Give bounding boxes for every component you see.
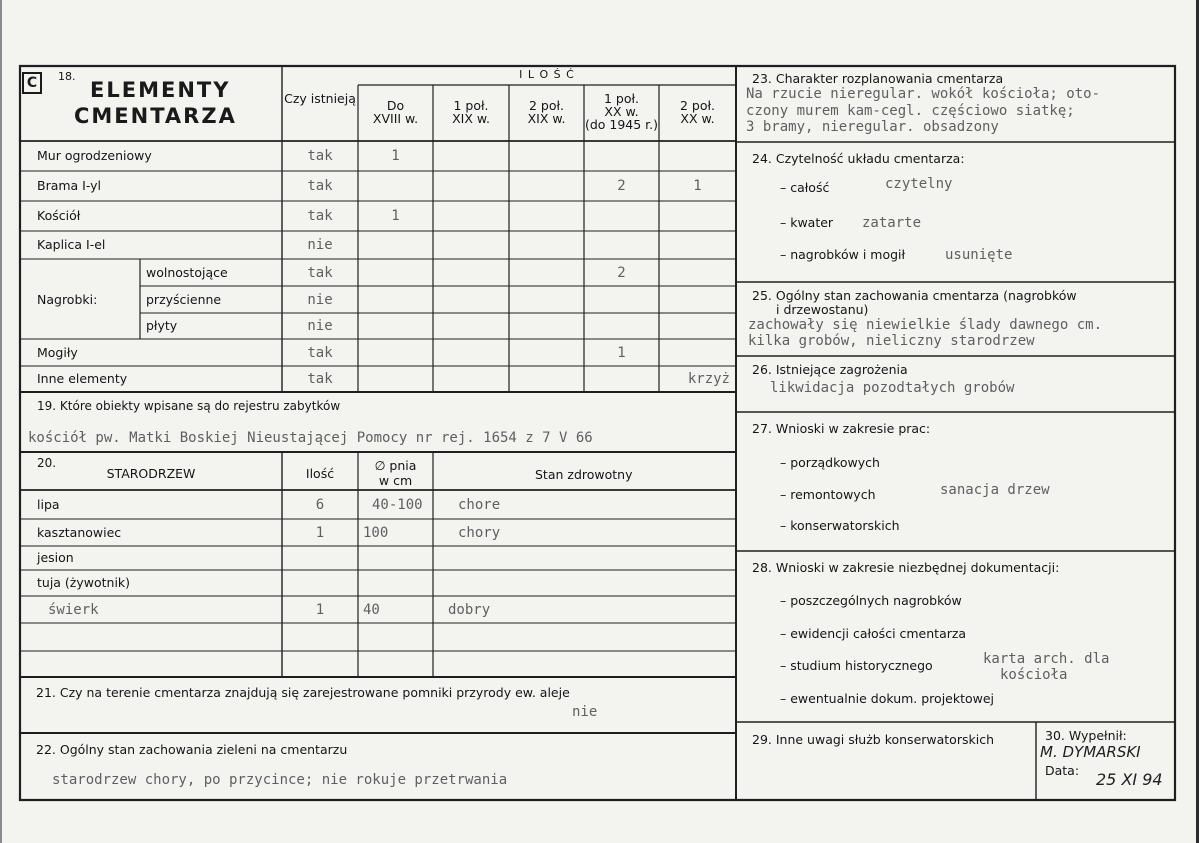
s24-item-label-3: – nagrobków i mogił xyxy=(780,247,906,262)
tree-health-2: chory xyxy=(458,525,501,541)
s24-label: 24. Czytelność układu cmentarza: xyxy=(752,151,965,166)
s18-title-line1: ELEMENTY xyxy=(90,78,231,102)
s30-label: 30. Wypełnił: xyxy=(1045,728,1127,743)
tree-diam-1: 40-100 xyxy=(372,497,423,513)
tree-qty-1: 6 xyxy=(315,497,325,513)
period-header-4-line1: 1 poł. xyxy=(603,91,640,106)
element-qty-2-5: 1 xyxy=(693,178,702,194)
s20-health-header: Stan zdrowotny xyxy=(535,467,633,482)
element-label-8: Mogiły xyxy=(37,345,78,360)
period-header-2-line1: 1 poł. xyxy=(453,98,489,113)
element-qty-1-1: 1 xyxy=(391,148,400,164)
element-exists-7: nie xyxy=(307,318,333,334)
s28-item-label-1: – poszczególnych nagrobków xyxy=(780,593,962,608)
element-exists-2: tak xyxy=(307,178,333,194)
s18-title-line2: CMENTARZA xyxy=(74,104,237,128)
period-header-5-line2: XX w. xyxy=(680,111,715,126)
s27-item-label-1: – porządkowych xyxy=(780,455,880,470)
tree-name-1: lipa xyxy=(37,497,60,512)
element-label-6: przyścienne xyxy=(146,292,222,307)
element-qty-9-5: krzyż xyxy=(687,371,730,387)
s28-item-value-4: kościoła xyxy=(1000,667,1068,683)
s28-item-label-2: – ewidencji całości cmentarza xyxy=(780,626,967,641)
tree-name-4: tuja (żywotnik) xyxy=(37,575,131,590)
s27-item-label-2: – remontowych xyxy=(780,487,876,502)
element-exists-3: tak xyxy=(307,208,333,224)
tree-qty-5: 1 xyxy=(315,602,325,618)
s24-item-value-3: usunięte xyxy=(945,247,1013,263)
s22-label: 22. Ogólny stan zachowania zieleni na cmentarzu xyxy=(36,742,348,757)
s19-value: kościół pw. Matki Boskiej Nieustającej Pomocy nr rej. 1654 z 7 V 66 xyxy=(28,430,593,446)
element-label-5: wolnostojące xyxy=(146,265,228,280)
s25-line-1: zachowały się niewielkie ślady dawnego cm. xyxy=(748,317,1103,333)
tree-health-5: dobry xyxy=(448,602,491,618)
s19-label: 19. Które obiekty wpisane są do rejestru zabytków xyxy=(37,399,341,413)
element-exists-8: tak xyxy=(307,345,333,361)
s26-label: 26. Istniejące zagrożenia xyxy=(752,362,908,377)
s24-item-label-1: – całość xyxy=(780,180,830,195)
period-header-1-line2: XVIII w. xyxy=(372,111,419,126)
s27-label: 27. Wnioski w zakresie prac: xyxy=(752,421,931,436)
s28-item-label-3: – studium historycznego xyxy=(780,658,933,673)
element-qty-3-1: 1 xyxy=(391,208,400,224)
element-label-9: Inne elementy xyxy=(37,371,128,386)
element-exists-9: tak xyxy=(307,371,333,387)
s29-label: 29. Inne uwagi służb konserwatorskich xyxy=(752,732,994,747)
element-qty-2-4: 2 xyxy=(617,178,626,194)
s27-item-label-3: – konserwatorskich xyxy=(780,518,900,533)
element-label-4: Kaplica I-el xyxy=(37,237,106,252)
nagrobki-label: Nagrobki: xyxy=(37,292,98,307)
s24-item-value-1: czytelny xyxy=(885,176,953,192)
s22-value: starodrzew chory, po przycince; nie rokuje przetrwania xyxy=(52,772,508,788)
element-exists-6: nie xyxy=(307,292,333,308)
tree-health-1: chore xyxy=(458,497,501,513)
element-label-2: Brama I-yl xyxy=(37,178,102,193)
s28-item-value-3: karta arch. dla xyxy=(983,651,1110,667)
s20-qty-header: Ilość xyxy=(305,466,335,481)
s23-line-2: czony murem kam-cegl. częściowo siatkę; xyxy=(746,103,1075,119)
s21-label: 21. Czy na terenie cmentarza znajdują się zarejestrowane pomniki przyrody ew. aleje xyxy=(36,685,570,700)
element-exists-5: tak xyxy=(307,265,333,281)
s24-item-label-2: – kwater xyxy=(780,215,834,230)
s30-date-label: Data: xyxy=(1045,763,1080,778)
element-label-3: Kościół xyxy=(37,208,81,223)
period-header-2-line2: XIX w. xyxy=(452,111,490,126)
s28-label: 28. Wnioski w zakresie niezbędnej dokumentacji: xyxy=(752,560,1060,575)
s20-number: 20. xyxy=(37,456,57,470)
period-header-1-line1: Do xyxy=(386,98,405,113)
element-qty-5-4: 2 xyxy=(617,265,626,281)
s23-label: 23. Charakter rozplanowania cmentarza xyxy=(752,71,1004,86)
section-letter-box: C xyxy=(22,72,42,94)
tree-diam-2: 100 xyxy=(363,525,389,541)
s20-diam-header-1: ∅ pnia xyxy=(374,458,417,473)
period-header-3-line2: XIX w. xyxy=(527,111,566,126)
tree-name-2: kasztanowiec xyxy=(37,525,122,540)
s27-item-value-2: sanacja drzew xyxy=(940,482,1050,498)
signature-date: 25 XI 94 xyxy=(1096,770,1163,789)
element-label-7: płyty xyxy=(146,318,178,333)
tree-qty-2: 1 xyxy=(315,525,325,541)
s24-item-value-2: zatarte xyxy=(862,215,922,231)
ilosc-header: I L O Ś Ć xyxy=(519,68,575,81)
s25-line-2: kilka grobów, nieliczny starodrzew xyxy=(748,333,1035,349)
period-header-4-line2: XX w. xyxy=(604,104,639,119)
element-qty-8-4: 1 xyxy=(617,345,626,361)
col-exists-header: Czy istnieją xyxy=(284,91,356,106)
element-exists-4: nie xyxy=(307,237,333,253)
tree-diam-5: 40 xyxy=(363,602,380,618)
s23-line-3: 3 bramy, nieregular. obsadzony xyxy=(746,119,999,135)
s25-label-2: i drzewostanu) xyxy=(776,302,869,317)
signature-name: M. DYMARSKI xyxy=(1040,743,1141,761)
s23-line-1: Na rzucie nieregular. wokół kościoła; oto- xyxy=(746,86,1101,102)
period-header-3-line1: 2 poł. xyxy=(528,98,565,113)
s18-number: 18. xyxy=(58,70,76,83)
tree-name-5: świerk xyxy=(48,602,99,618)
s25-label-1: 25. Ogólny stan zachowania cmentarza (nagrobków xyxy=(752,288,1077,303)
s28-item-label-4: – ewentualnie dokum. projektowej xyxy=(780,691,995,706)
s21-value: nie xyxy=(572,704,598,720)
s20-title: STARODRZEW xyxy=(106,466,196,481)
period-header-4-line3: (do 1945 r.) xyxy=(584,117,659,132)
tree-name-3: jesion xyxy=(37,550,74,565)
s26-value: likwidacja pozodtałych grobów xyxy=(770,380,1015,396)
element-label-1: Mur ogrodzeniowy xyxy=(37,148,152,163)
element-exists-1: tak xyxy=(307,148,333,164)
period-header-5-line1: 2 poł. xyxy=(679,98,716,113)
s20-diam-header-2: w cm xyxy=(378,473,413,488)
